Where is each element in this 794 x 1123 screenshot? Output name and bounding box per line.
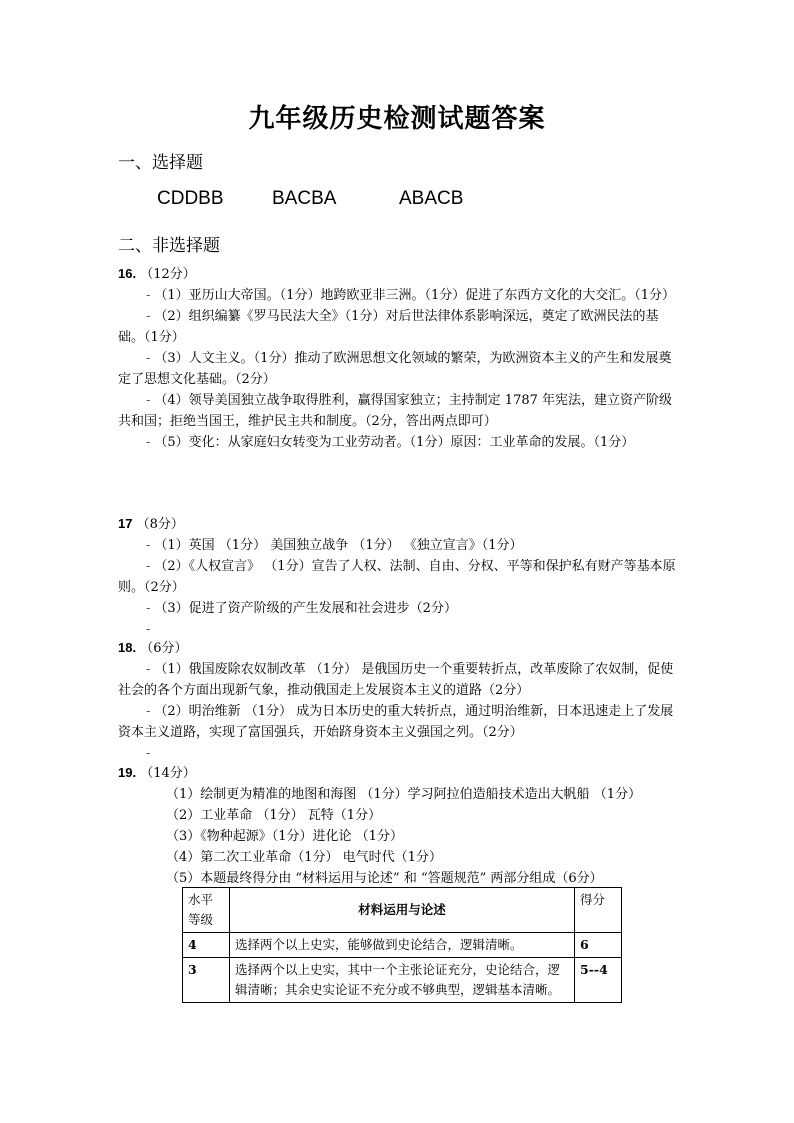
section-heading-nonchoice: 二、非选择题 <box>118 236 220 256</box>
question-number: 16. <box>118 266 137 281</box>
question-16-header <box>118 263 678 285</box>
page-title: 九年级历史检测试题答案 <box>248 104 546 134</box>
criteria-cell: 选择两个以上史实，其中一个主张论证充分，史论结合，逻辑清晰；其余史实论证不充分或不够典型，逻辑基本清晰。 <box>230 958 575 1003</box>
question-number: 19. <box>118 765 137 780</box>
answer-line: - （2）明治维新 （1分） 成为日本历史的重大转折点，通过明治维新，日本迅速走上了发展资本主义道路，实现了富国强兵，开始跻身资本主义强国之列。（2分） <box>118 704 674 740</box>
answer-group-3: ABACB <box>399 188 464 209</box>
answer-line: - （5）变化：从家庭妇女转变为工业劳动者。（1分）原因：工业革命的发展。（1分） <box>146 435 635 450</box>
question-points: （8分） <box>136 517 184 532</box>
answer-line: - （2）《人权宣言》 （1分）宣告了人权、法制、自由、分权、平等和保护私有财产等基本原则。（2分） <box>118 559 676 595</box>
question-19-header <box>118 762 678 784</box>
header-score: 得分 <box>575 888 622 933</box>
question-19 <box>118 762 678 889</box>
question-18 <box>118 637 678 764</box>
header-level: 水平等级 <box>183 888 230 933</box>
answer-line: （3）《物种起源》（1分）进化论 （1分） <box>166 829 403 844</box>
score-cell: 5--4 <box>575 958 622 1003</box>
header-criteria: 材料运用与论述 <box>230 888 575 933</box>
answer-line: （1）绘制更为精准的地图和海图 （1分）学习阿拉伯造船技术造出大帆船 （1分） <box>166 787 642 802</box>
blank-line: - <box>146 622 151 637</box>
answer-line: - （2）组织编纂《罗马民法大全》（1分）对后世法律体系影响深远，奠定了欧洲民法的基础。（1分） <box>118 309 659 345</box>
answer-line: - （1）俄国废除农奴制改革 （1分） 是俄国历史一个重要转折点，改革废除了农奴制，促使社会的各个方面出现新气象，推动俄国走上发展资本主义的道路（2分） <box>118 662 674 698</box>
section-heading-choice: 一、选择题 <box>118 153 203 173</box>
criteria-cell: 选择两个以上史实，能够做到史论结合，逻辑清晰。 <box>230 933 575 958</box>
question-17-header <box>118 513 678 535</box>
question-points: （6分） <box>140 641 188 656</box>
answer-group-2: BACBA <box>272 188 337 209</box>
answer-group-1: CDDBB <box>157 188 224 209</box>
answer-line: - （1）亚历山大帝国。（1分）地跨欧亚非三洲。（1分）促进了东西方文化的大交汇。（1分） <box>146 288 675 303</box>
level-cell: 4 <box>183 933 230 958</box>
scoring-rubric-table <box>182 887 622 1003</box>
answer-line: （4）第二次工业革命（1分） 电气时代（1分） <box>166 850 442 865</box>
score-cell: 6 <box>575 933 622 958</box>
question-16 <box>118 263 678 453</box>
answer-line: （2）工业革命 （1分） 瓦特（1分） <box>166 808 382 823</box>
blank-line: - <box>146 746 151 761</box>
question-number: 17 <box>118 516 133 531</box>
answer-line: - （4）领导美国独立战争取得胜利，赢得国家独立；主持制定 1787 年宪法，建立资产阶级共和国；拒绝当国王，维护民主共和制度。（2分，答出两点即可） <box>118 393 673 429</box>
answer-line: - （1）英国 （1分） 美国独立战争 （1分） 《独立宣言》（1分） <box>146 538 523 553</box>
question-points: （14分） <box>140 766 196 781</box>
answer-line: - （3）人文主义。（1分）推动了欧洲思想文化领域的繁荣，为欧洲资本主义的产生和发展奠定了思想文化基础。（2分） <box>118 351 672 387</box>
answer-line: - （3）促进了资产阶级的产生发展和社会进步（2分） <box>146 601 457 616</box>
answer-line: （5）本题最终得分由 “材料运用与论述” 和 “答题规范” 两部分组成（6分） <box>166 871 603 886</box>
question-17 <box>118 513 678 640</box>
question-18-header <box>118 637 678 659</box>
table-header-row <box>183 888 622 933</box>
table-row <box>183 958 622 1003</box>
level-cell: 3 <box>183 958 230 1003</box>
table-row <box>183 933 622 958</box>
question-points: （12分） <box>140 267 196 282</box>
question-number: 18. <box>118 640 137 655</box>
